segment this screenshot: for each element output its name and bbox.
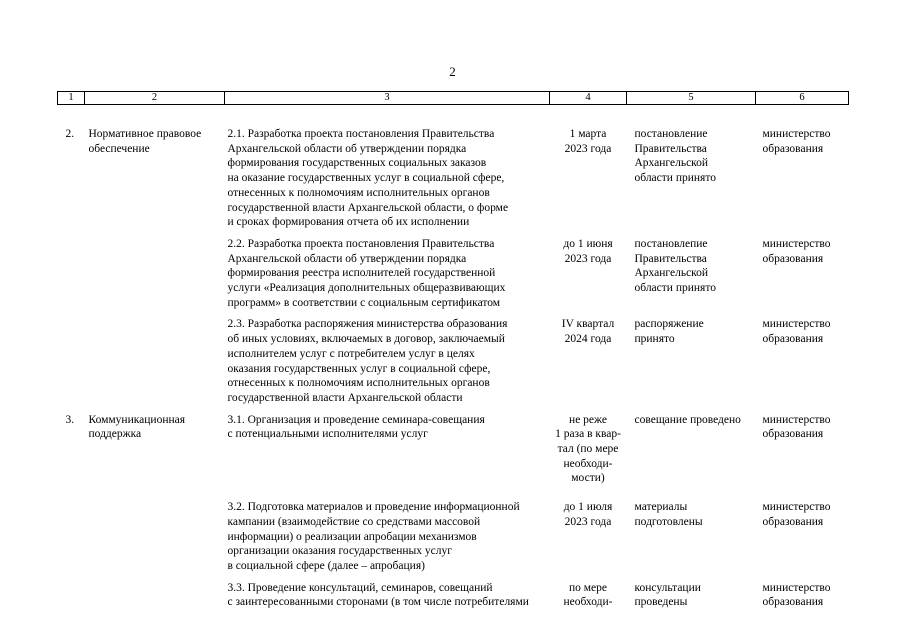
activity-line: и сроках формирования отчета об их исполнении [227, 216, 470, 229]
activity-line: на оказание государственных услуг в социальной сфере, [227, 172, 505, 185]
activity-line: государственной власти Архангельской области [227, 391, 463, 404]
column-number: 3 [225, 92, 550, 105]
result-line: Архангельской [634, 267, 709, 280]
activity-line: государственной власти Архангельской области, о форме [227, 201, 509, 214]
section-name [85, 574, 225, 610]
activity-cell [225, 574, 550, 610]
column-number: 5 [627, 92, 756, 105]
responsible-line: министерство [762, 318, 831, 331]
result-line: принято [634, 333, 675, 346]
section-name [85, 230, 225, 311]
section-name [85, 486, 225, 574]
responsible-line: образования [762, 333, 824, 346]
page-number: 2 [449, 64, 456, 79]
activity-line: услуги «Реализация дополнительных общеразвивающих [227, 282, 506, 295]
responsible-line: образования [762, 428, 824, 441]
result-cell [627, 574, 756, 610]
responsible-line: министерство [762, 581, 831, 594]
activity-line: с потенциальными исполнителями услуг [227, 428, 428, 441]
activity-line: с заинтересованными сторонами (в том числе потребителями [227, 596, 529, 609]
responsible-line: образования [762, 515, 824, 528]
term-line: до 1 июня [563, 237, 613, 250]
term-cell [550, 486, 627, 574]
term-cell [550, 310, 627, 405]
result-cell [627, 406, 756, 487]
responsible-line: министерство [762, 501, 831, 514]
result-line: области принято [634, 172, 716, 185]
result-line: совещание проведено [634, 413, 741, 426]
activity-line: программ» в соответствии с социальным сертификатом [227, 296, 501, 309]
term-line: 2024 года [564, 333, 612, 346]
section-name: Нормативное правовое обеспечение [88, 128, 202, 155]
activity-line: 3.1. Организация и проведение семинара-совещания [227, 413, 485, 426]
result-cell [627, 486, 756, 574]
result-line: постановлепие [634, 237, 708, 250]
activity-line: Архангельской области об утверждении порядка [227, 142, 467, 155]
responsible-cell [756, 486, 849, 574]
activity-line: 2.3. Разработка распоряжения министерства образования [227, 318, 508, 331]
term-line: 1 раза в квар- [555, 428, 621, 441]
row-number [58, 486, 85, 574]
activity-line: оказания государственных услуг в социальной сфере, [227, 362, 491, 375]
term-line: IV квартал [561, 318, 615, 331]
section-name [85, 310, 225, 405]
result-line: распоряжение [634, 318, 704, 331]
term-line: 2023 года [564, 142, 612, 155]
term-line: 2023 года [564, 252, 612, 265]
responsible-cell [756, 406, 849, 487]
activity-line: организации оказания государственных услуг [227, 545, 452, 558]
table-row [58, 230, 849, 311]
responsible-cell [756, 230, 849, 311]
activity-line: 2.2. Разработка проекта постановления Правительства [227, 237, 495, 250]
activity-line: кампании (взаимодействие со средствами массовой [227, 515, 481, 528]
result-line: Правительства [634, 252, 707, 265]
responsible-cell [756, 105, 849, 230]
responsible-line: министерство [762, 128, 831, 140]
result-line: проведены [634, 596, 688, 609]
section-name: Коммуникационная поддержка [88, 413, 186, 441]
term-line: необходи- [563, 596, 613, 609]
result-cell [627, 105, 756, 230]
column-number-row [58, 92, 849, 105]
activity-line: отнесенных к полномочиям исполнительных органов [227, 377, 490, 390]
responsible-cell [756, 574, 849, 610]
result-line: материалы [634, 501, 688, 514]
term-line: не реже [569, 413, 607, 426]
row-number: 2. [65, 128, 75, 140]
activity-cell [225, 105, 550, 230]
result-cell [627, 230, 756, 311]
table-row [58, 406, 849, 487]
activity-line: формирования реестра исполнителей государственной [227, 267, 496, 280]
responsible-line: образования [762, 596, 824, 609]
term-cell [550, 230, 627, 311]
activity-cell [225, 486, 550, 574]
activity-line: исполнителем услуг с потребителем услуг в целях [227, 347, 475, 360]
table-row [58, 574, 849, 610]
activity-line: об иных условиях, включаемых в договор, заключаемый [227, 333, 505, 346]
activity-cell [225, 310, 550, 405]
column-number: 2 [85, 92, 225, 105]
activity-line: 3.3. Проведение консультаций, семинаров, совещаний [227, 581, 493, 594]
term-line: 1 марта [569, 128, 607, 140]
term-cell [550, 574, 627, 610]
table-row [58, 486, 849, 574]
responsible-line: образования [762, 142, 824, 155]
column-number: 1 [58, 92, 85, 105]
responsible-line: министерство [762, 237, 831, 250]
term-cell [550, 406, 627, 487]
responsible-line: образования [762, 252, 824, 265]
table-row [58, 310, 849, 405]
result-line: области принято [634, 282, 716, 295]
row-number [58, 230, 85, 311]
responsible-line: министерство [762, 413, 831, 426]
result-cell [627, 310, 756, 405]
responsible-cell [756, 310, 849, 405]
activity-cell [225, 406, 550, 487]
result-line: консультации [634, 581, 701, 594]
term-line: необходи- [563, 457, 613, 470]
row-number: 3. [65, 413, 75, 426]
activity-line: Архангельской области об утверждении порядка [227, 252, 467, 265]
table-row [58, 105, 849, 230]
activity-line: 2.1. Разработка проекта постановления Правительства [227, 128, 495, 140]
activity-line: в социальной сфере (далее – апробация) [227, 559, 425, 572]
result-line: Правительства [634, 142, 707, 155]
term-cell [550, 105, 627, 230]
row-number [58, 574, 85, 610]
term-line: до 1 июля [563, 501, 613, 514]
term-line: 2023 года [564, 515, 612, 528]
term-line: по мере [568, 581, 607, 594]
column-number: 4 [550, 92, 627, 105]
result-line: постановление [634, 128, 708, 140]
action-plan-table [57, 91, 849, 610]
activity-line: информации) о реализации апробации механизмов [227, 530, 477, 543]
column-number: 6 [756, 92, 849, 105]
term-line: мости) [571, 472, 605, 485]
row-number [58, 310, 85, 405]
result-line: Архангельской [634, 157, 709, 170]
activity-line: формирования государственных социальных заказов [227, 157, 487, 170]
activity-cell [225, 230, 550, 311]
result-line: подготовлены [634, 515, 703, 528]
activity-line: 3.2. Подготовка материалов и проведение информационной [227, 501, 520, 514]
activity-line: отнесенных к полномочиям исполнительных органов [227, 186, 490, 199]
term-line: тал (по мере [557, 443, 619, 456]
